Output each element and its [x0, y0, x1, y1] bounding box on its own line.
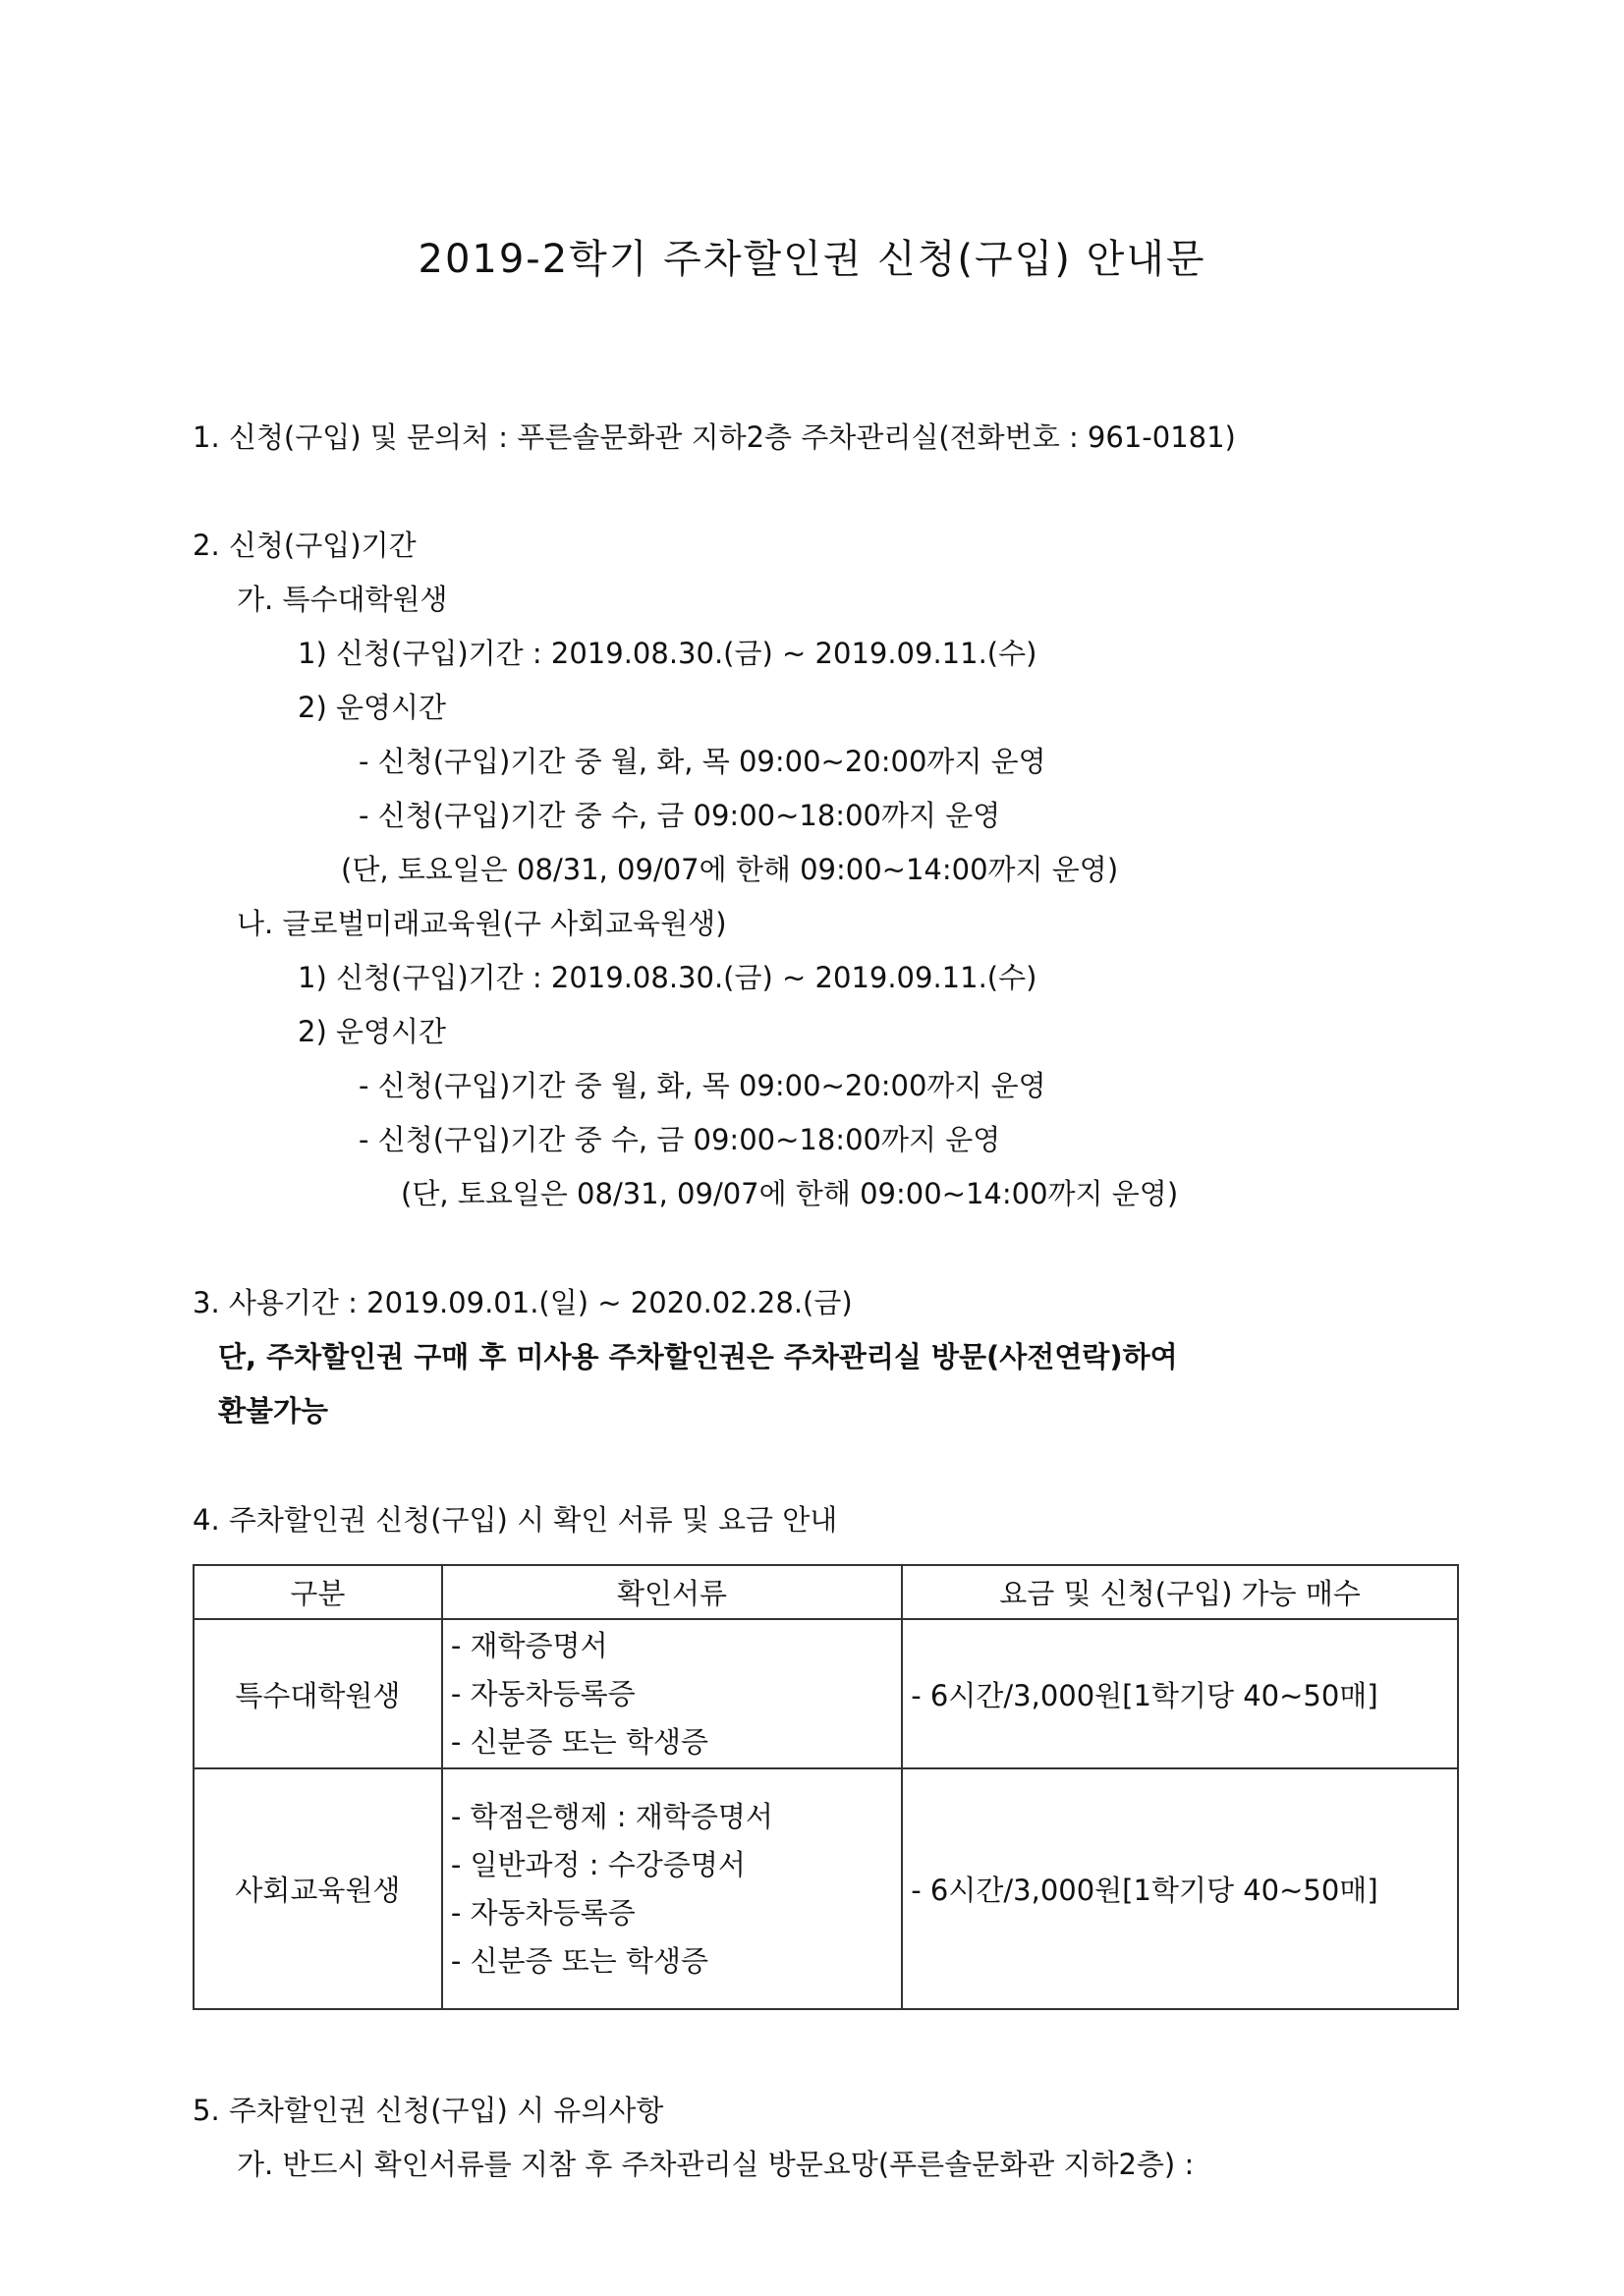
- table-row: [194, 1619, 1458, 1768]
- row-fee: - 6시간/3,000원[1학기당 40~50매]: [902, 1768, 1458, 2009]
- group-b-hours-label: 2) 운영시간: [298, 1015, 447, 1048]
- section-5-heading: 5. 주차할인권 신청(구입) 시 유의사항: [193, 2094, 664, 2127]
- group-a-hours-1: - 신청(구입)기간 중 월, 화, 목 09:00~20:00까지 운영: [359, 745, 1046, 778]
- section-5-item-a: 가. 반드시 확인서류를 지참 후 주차관리실 방문요망(푸른솔문화관 지하2층) :: [237, 2148, 1195, 2181]
- document-item: - 신분증 또는 학생증: [450, 1724, 709, 1759]
- group-a-label: 가. 특수대학원생: [237, 583, 448, 616]
- group-b-period: 1) 신청(구입)기간 : 2019.08.30.(금) ~ 2019.09.11.(수): [298, 961, 1037, 994]
- header-documents: 확인서류: [442, 1565, 902, 1619]
- table-row: [194, 1768, 1458, 2009]
- refund-notice-line-1: 단, 주차할인권 구매 후 미사용 주차할인권은 주차관리실 방문(사전연락)하여: [218, 1340, 1178, 1373]
- document-item: - 재학증명서: [450, 1628, 608, 1662]
- section-2-heading: 2. 신청(구입)기간: [193, 529, 417, 562]
- row-category: 특수대학원생: [194, 1619, 442, 1768]
- document-item: - 자동차등록증: [450, 1676, 636, 1710]
- table-header-row: [194, 1565, 1458, 1619]
- document-item: - 일반과정 : 수강증명서: [450, 1847, 746, 1881]
- group-a-hours-2: - 신청(구입)기간 중 수, 금 09:00~18:00까지 운영: [359, 799, 1001, 832]
- group-b-hours-1: - 신청(구입)기간 중 월, 화, 목 09:00~20:00까지 운영: [359, 1069, 1046, 1102]
- group-b-hours-2: - 신청(구입)기간 중 수, 금 09:00~18:00까지 운영: [359, 1123, 1001, 1156]
- header-category: 구분: [194, 1565, 442, 1619]
- group-a-hours-label: 2) 운영시간: [298, 691, 447, 724]
- group-b-label: 나. 글로벌미래교육원(구 사회교육원생): [237, 907, 727, 940]
- header-fee: 요금 및 신청(구입) 가능 매수: [902, 1565, 1458, 1619]
- section-4-heading: 4. 주차할인권 신청(구입) 시 확인 서류 및 요금 안내: [193, 1503, 838, 1537]
- document-item: - 학점은행제 : 재학증명서: [450, 1799, 773, 1833]
- group-a-period: 1) 신청(구입)기간 : 2019.08.30.(금) ~ 2019.09.11.(수): [298, 637, 1037, 670]
- group-a-saturday-note: (단, 토요일은 08/31, 09/07에 한해 09:00~14:00까지 운영): [341, 853, 1119, 886]
- fee-table: [193, 1564, 1459, 2010]
- row-documents: [442, 1619, 902, 1768]
- group-b-saturday-note: (단, 토요일은 08/31, 09/07에 한해 09:00~14:00까지 운영): [401, 1177, 1179, 1210]
- section-3-usage-period: 3. 사용기간 : 2019.09.01.(일) ~ 2020.02.28.(금): [193, 1286, 853, 1319]
- document-title: 2019-2학기 주차할인권 신청(구입) 안내문: [418, 237, 1206, 282]
- row-category: 사회교육원생: [194, 1768, 442, 2009]
- section-1-contact: 1. 신청(구입) 및 문의처 : 푸른솔문화관 지하2층 주차관리실(전화번호 : 961-0181): [193, 420, 1236, 454]
- document-item: - 자동차등록증: [450, 1895, 636, 1930]
- row-documents: [442, 1768, 902, 2009]
- document-item: - 신분증 또는 학생증: [450, 1943, 709, 1978]
- refund-notice-line-2: 환불가능: [218, 1394, 329, 1428]
- row-fee: - 6시간/3,000원[1학기당 40~50매]: [902, 1619, 1458, 1768]
